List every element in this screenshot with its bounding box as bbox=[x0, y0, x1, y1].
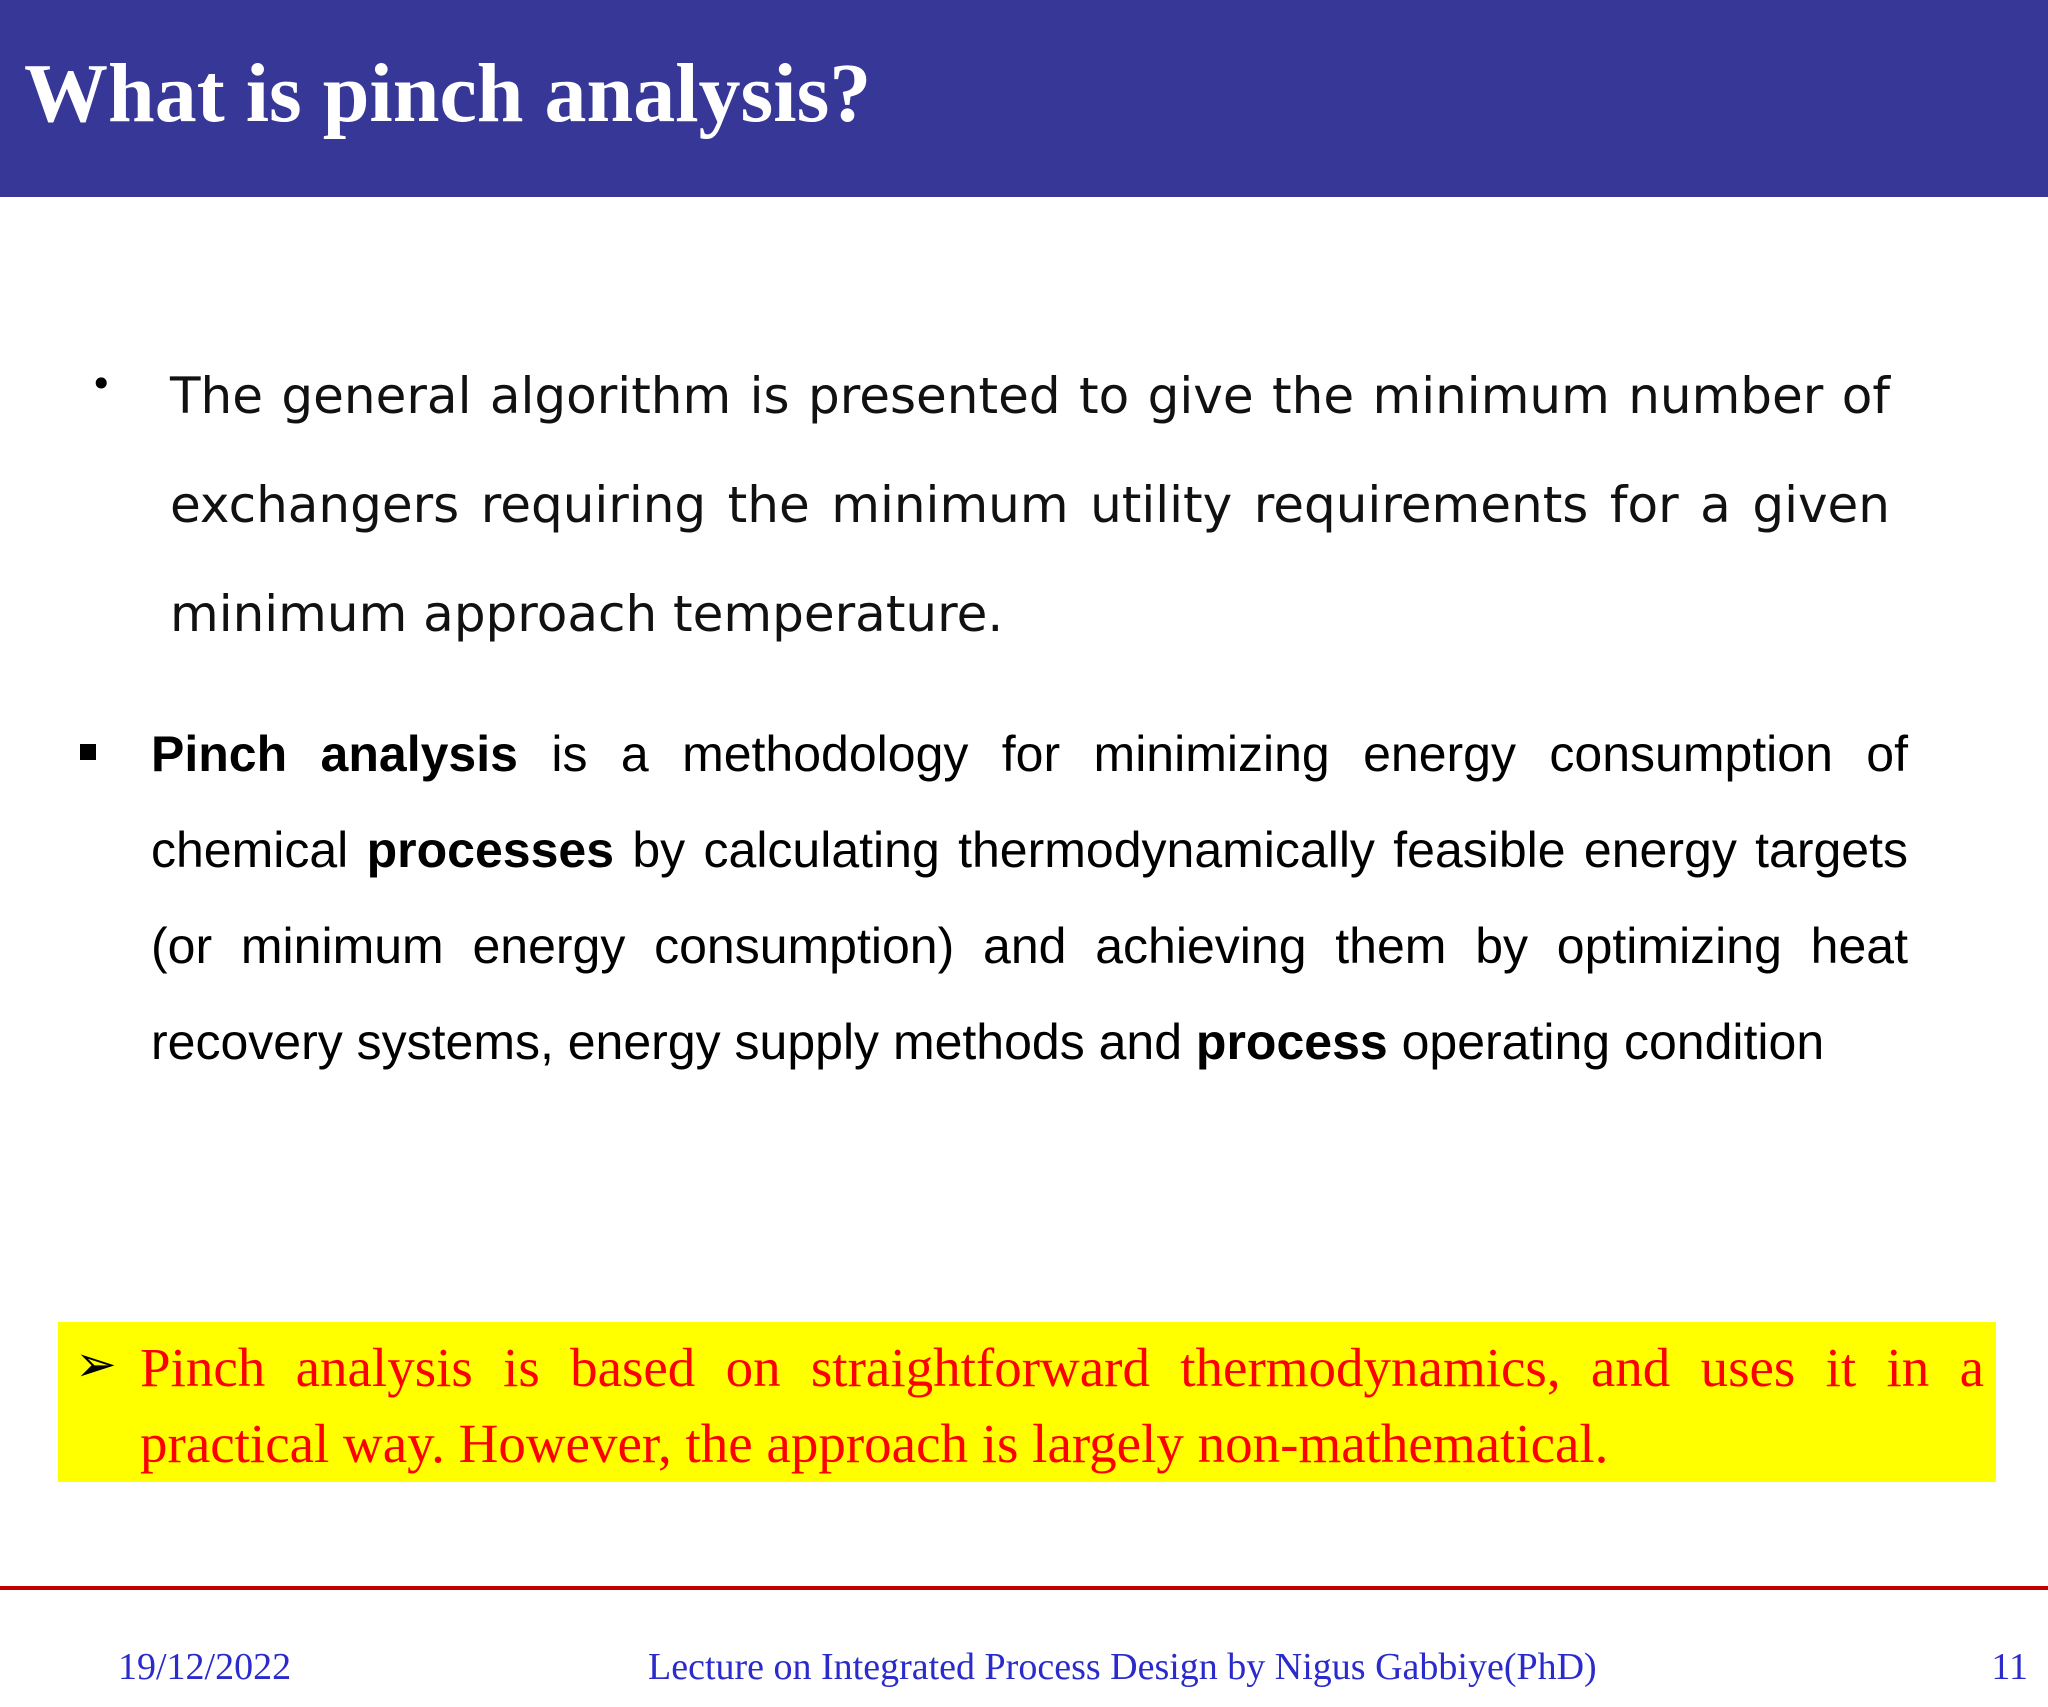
highlight-text: Pinch analysis is based on straightforward thermodynamics, and uses it in a practical way. However, the approach is largely non-mathematical. bbox=[140, 1337, 1984, 1474]
term-process: process bbox=[1195, 1014, 1388, 1070]
footer-divider bbox=[0, 1586, 2048, 1590]
term-pinch-analysis: Pinch analysis bbox=[151, 726, 518, 782]
definition-part-2: by calculating thermodynamically feasible energy targets (or minimum energy consumption) and achieving them by optimizing heat recovery systems, energy supply methods and bbox=[151, 822, 1909, 1070]
slide-title: What is pinch analysis? bbox=[24, 47, 872, 140]
definition-part-1: is a methodology for minimizing energy consumption of chemical bbox=[151, 726, 1909, 878]
bullet-definition bbox=[151, 706, 1908, 1090]
definition-part-3: operating condition bbox=[1387, 1014, 1825, 1070]
arrow-bullet-icon: ➢ bbox=[75, 1335, 117, 1393]
term-processes: processes bbox=[366, 822, 615, 878]
footer-date: 19/12/2022 bbox=[118, 1646, 292, 1688]
footer-lecture-title: Lecture on Integrated Process Design by Nigus Gabbiye(PhD) bbox=[648, 1646, 1597, 1688]
bullet-algorithm-text: The general algorithm is presented to give the minimum number of exchangers requiring the minimum utility requirements for a given minimum approach temperature. bbox=[170, 367, 1890, 643]
square-bullet-icon bbox=[80, 744, 96, 760]
bullet-dot: • bbox=[90, 362, 113, 406]
slide-number: 11 bbox=[1991, 1646, 2028, 1688]
